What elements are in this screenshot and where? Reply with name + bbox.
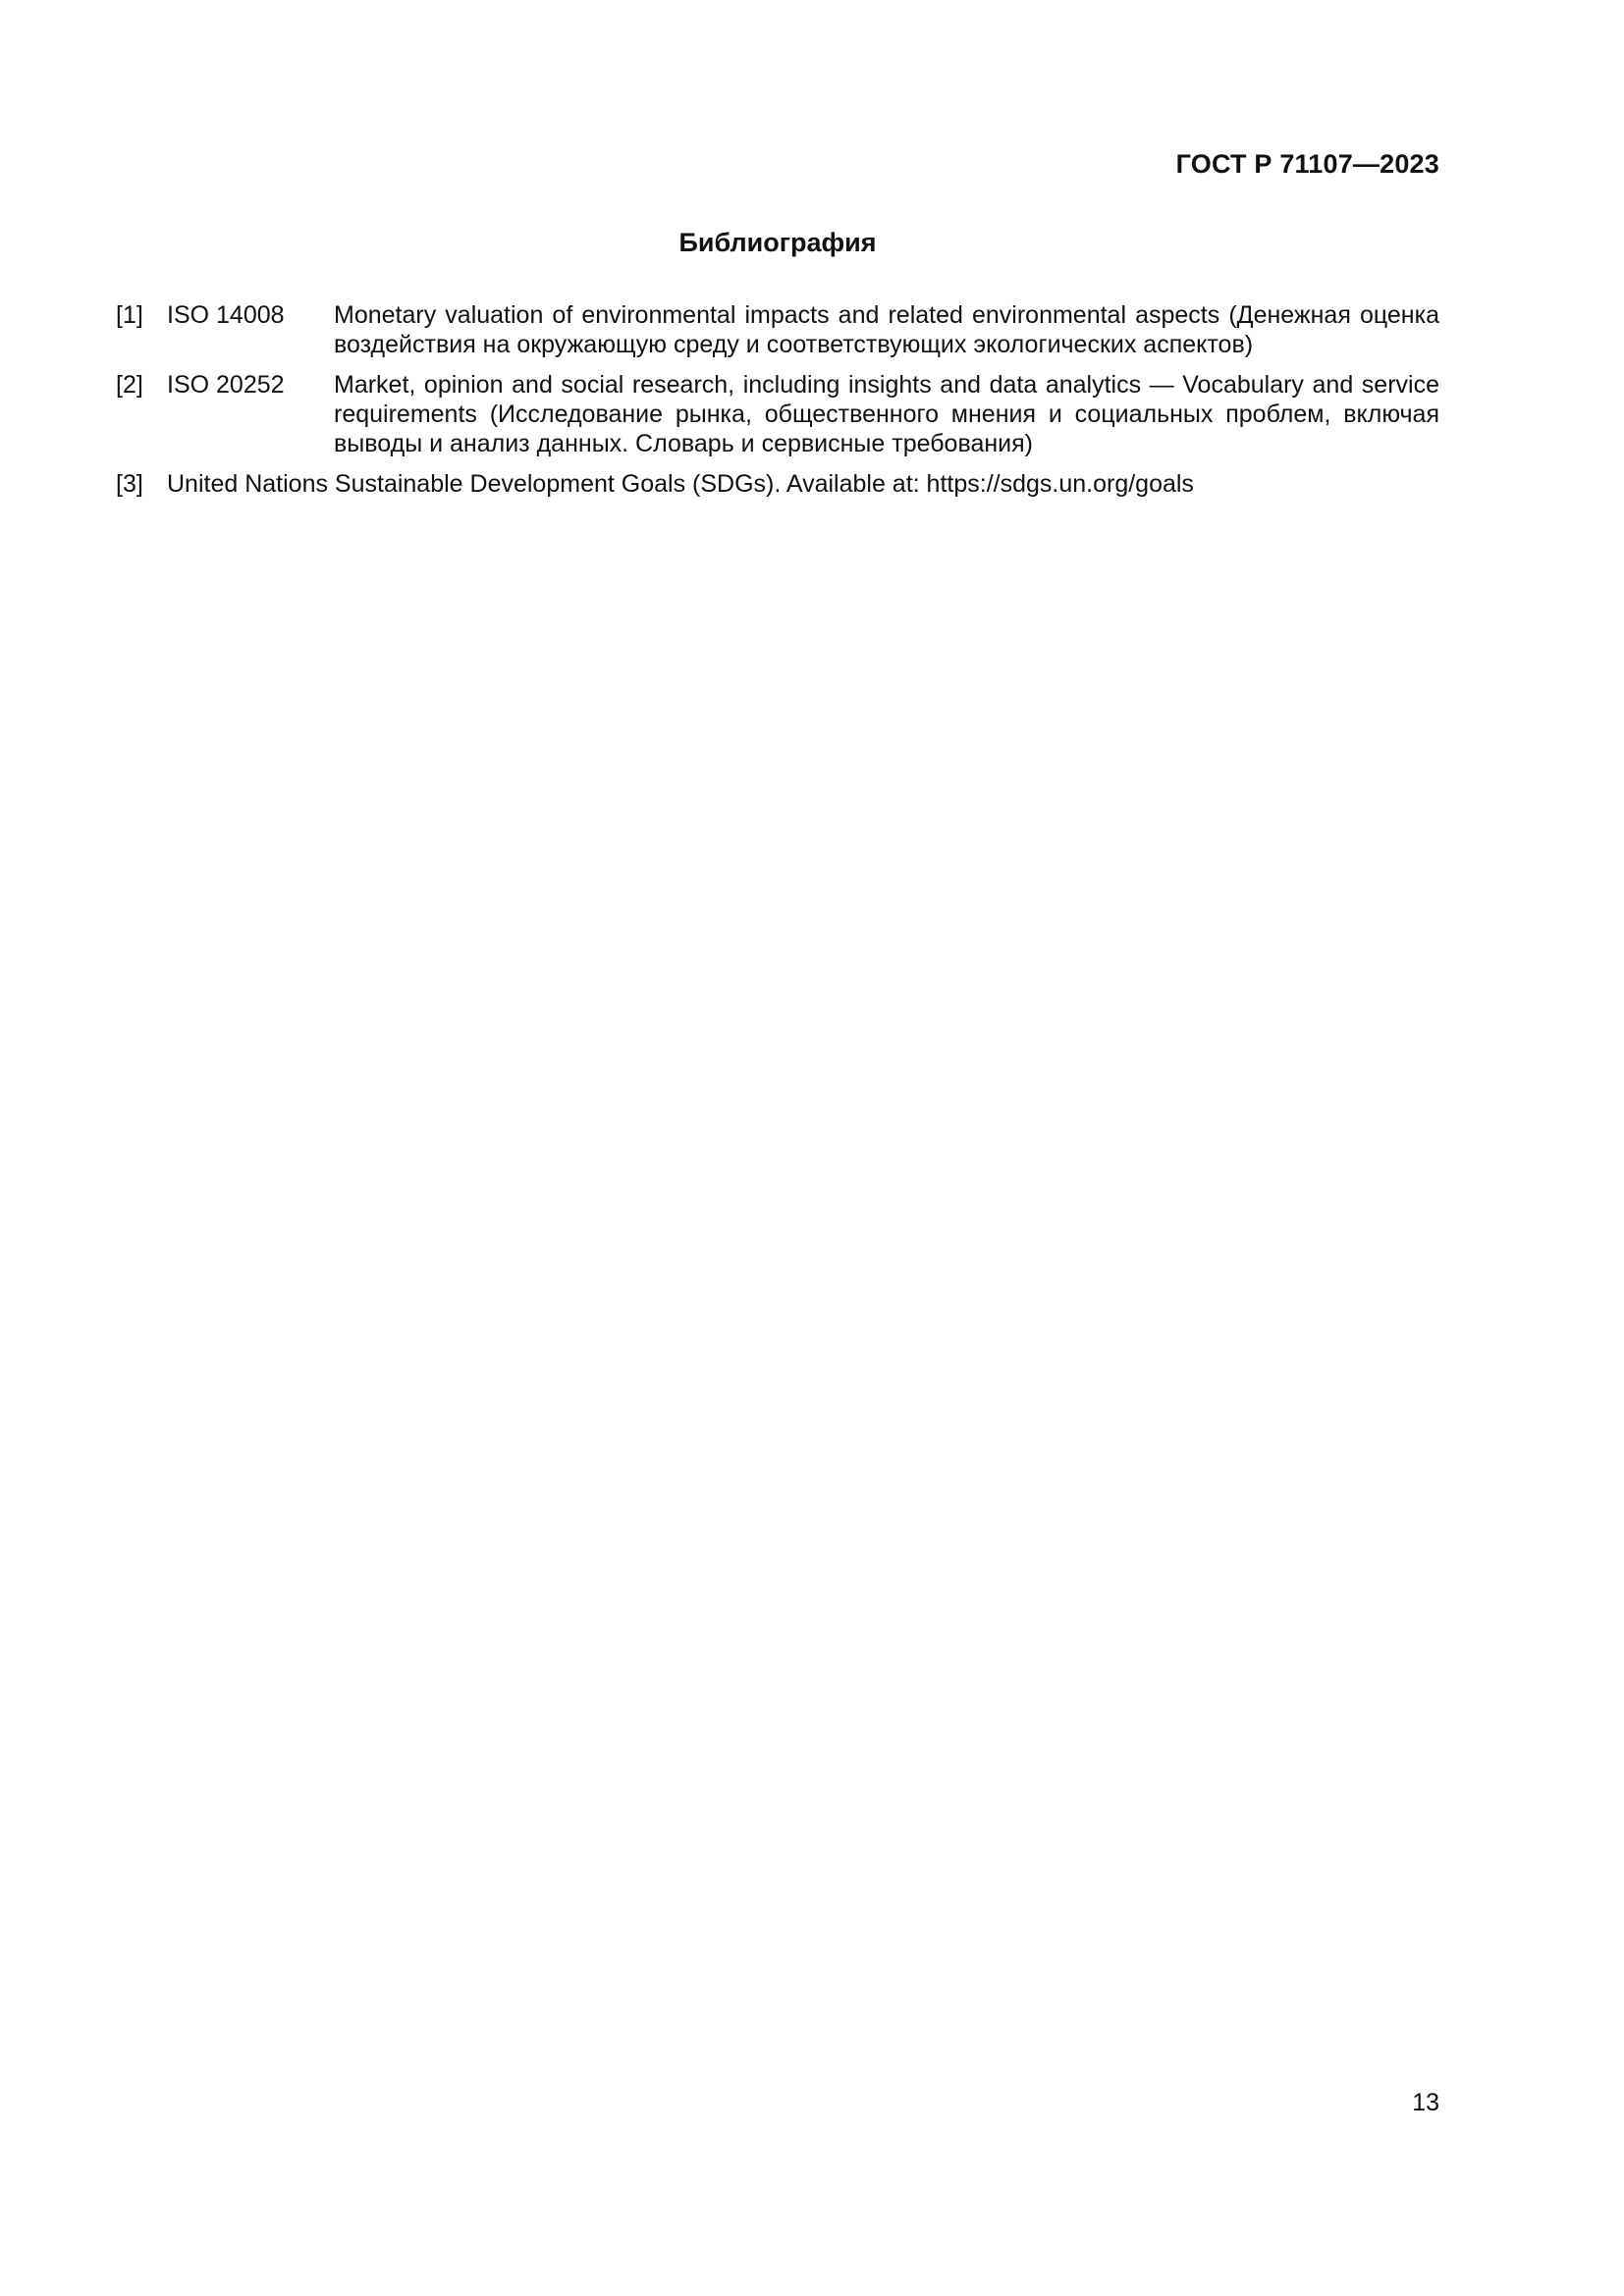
reference-number: [1] xyxy=(116,301,143,329)
reference-title: Monetary valuation of environmental impacts and related environmental aspects (Денежная оценка воздействия на окружающую среду и соответствующих экологических аспектов) xyxy=(334,301,1439,358)
reference-number: [3] xyxy=(116,470,143,498)
reference-item-1 xyxy=(116,300,1439,359)
reference-title: Market, opinion and social research, including insights and data analytics — Vocabulary and service requirements (Исследование рынка, общественного мнения и социальных проблем, включая выводы и анализ данных. Словарь и сервисные требования) xyxy=(334,371,1439,457)
reference-code: ISO 20252 xyxy=(167,371,285,399)
section-title: Библиография xyxy=(678,228,877,257)
reference-number: [2] xyxy=(116,371,143,399)
reference-text: United Nations Sustainable Development Goals (SDGs). Available at: https://sdgs.un.org/goals xyxy=(167,470,1194,498)
standard-id: ГОСТ Р 71107—2023 xyxy=(1175,149,1439,179)
reference-item-2 xyxy=(116,370,1439,458)
reference-list xyxy=(116,300,1439,509)
page-number: 13 xyxy=(1412,2089,1439,2116)
reference-item-3 xyxy=(116,469,1439,499)
reference-code: ISO 14008 xyxy=(167,301,285,329)
